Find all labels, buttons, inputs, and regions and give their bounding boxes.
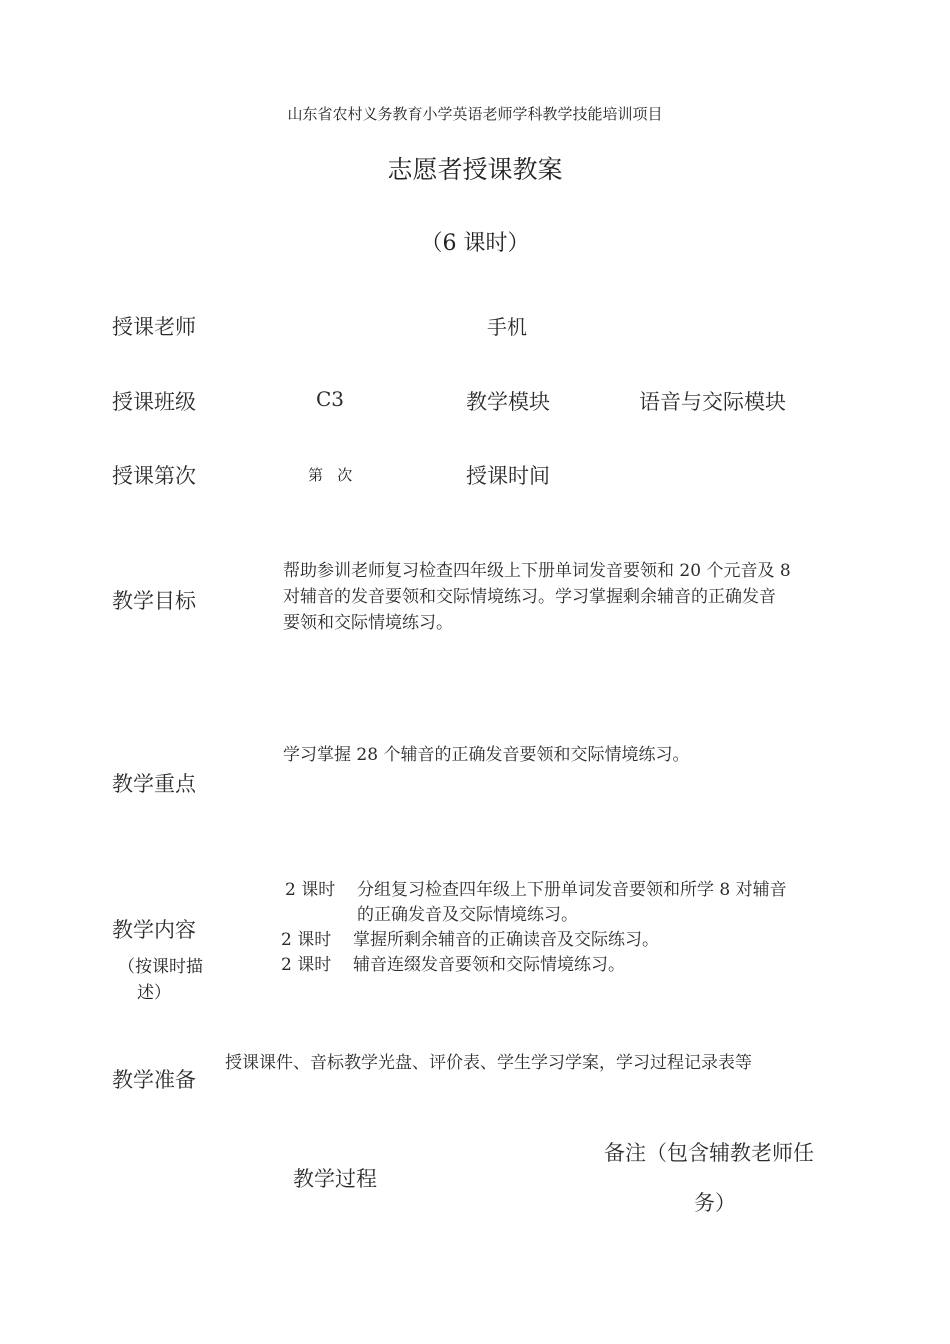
module-label: 教学模块 [466, 390, 550, 414]
content-item-1-hours: 2 课时 [285, 880, 336, 900]
focus-label: 教学重点 [112, 772, 196, 796]
content-item-1-line-1: 分组复习检查四年级上下册单词发音要领和所学 8 对辅音 [357, 880, 787, 900]
content-item-2-text: 掌握所剩余辅音的正确读音及交际练习。 [353, 930, 659, 950]
prep-text: 授课课件、音标教学光盘、评价表、学生学习学案，学习过程记录表等 [225, 1053, 752, 1073]
content-item-2-hours: 2 课时 [281, 930, 332, 950]
content-sublabel-2: 述） [137, 983, 171, 1003]
time-label: 授课时间 [466, 464, 550, 488]
prep-label: 教学准备 [112, 1068, 196, 1092]
remark-label-2: 务） [694, 1191, 736, 1215]
goal-label: 教学目标 [112, 589, 196, 613]
content-item-1-line-2: 的正确发音及交际情境练习。 [357, 905, 578, 925]
class-value: C3 [316, 387, 345, 411]
module-value: 语音与交际模块 [639, 390, 786, 414]
goal-line-2: 对辅音的发音要领和交际情境练习。学习掌握剩余辅音的正确发音 [283, 587, 776, 607]
project-title: 山东省农村义务教育小学英语老师学科教学技能培训项目 [287, 105, 663, 123]
session-label: 授课第次 [112, 464, 196, 488]
process-label: 教学过程 [293, 1167, 377, 1191]
content-label: 教学内容 [112, 918, 196, 942]
goal-line-3: 要领和交际情境练习。 [283, 613, 453, 633]
class-label: 授课班级 [112, 390, 196, 414]
page-title: 志愿者授课教案 [387, 155, 563, 184]
teacher-value: 手机 [487, 315, 527, 339]
hours-subtitle: （6 课时） [420, 231, 530, 256]
teacher-label: 授课老师 [112, 315, 196, 339]
content-item-3-text: 辅音连缀发音要领和交际情境练习。 [353, 955, 625, 975]
goal-line-1: 帮助参训老师复习检查四年级上下册单词发音要领和 20 个元音及 8 [283, 561, 791, 581]
focus-text: 学习掌握 28 个辅音的正确发音要领和交际情境练习。 [283, 745, 690, 765]
session-value: 第 次 [308, 466, 353, 484]
content-sublabel: （按课时描 [118, 957, 203, 977]
remark-label: 备注（包含辅教老师任 [604, 1141, 814, 1165]
content-item-3-hours: 2 课时 [281, 955, 332, 975]
